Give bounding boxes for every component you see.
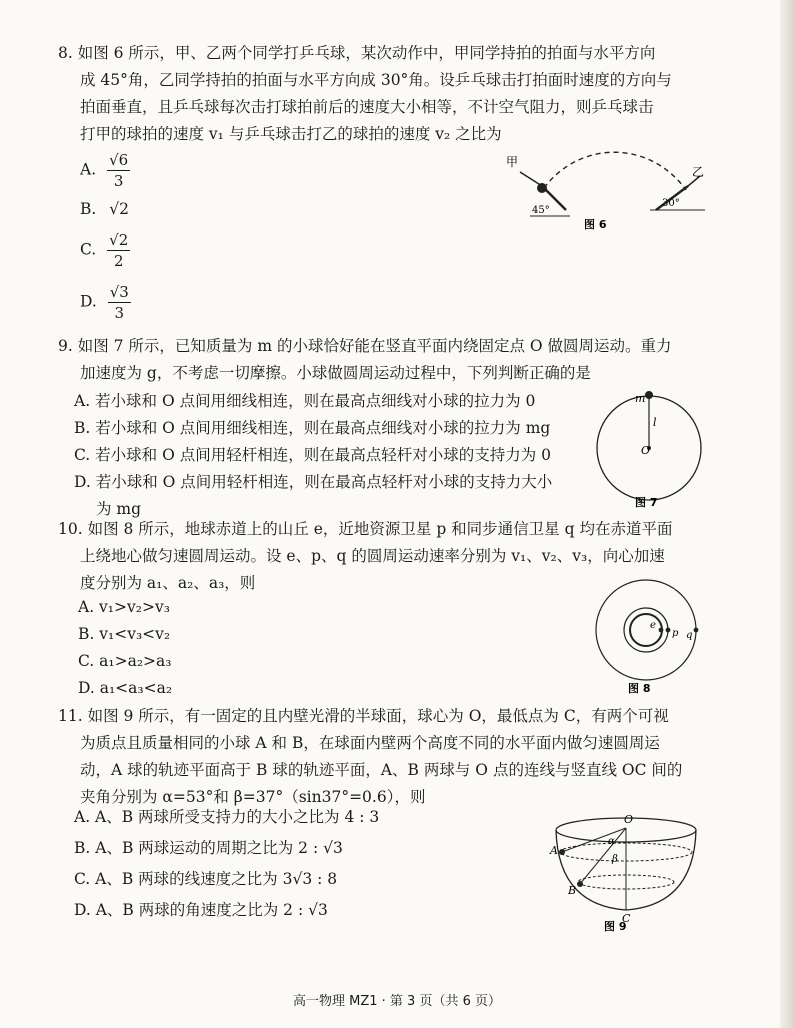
sync-orbit bbox=[596, 580, 696, 680]
question-9 bbox=[58, 333, 708, 387]
q10-option-b[interactable]: B. v₁<v₃<v₂ bbox=[78, 625, 171, 643]
ball-b bbox=[577, 881, 583, 887]
q11-stem-line-2: 为质点且质量相同的小球 A 和 B，在球面内壁两个高度不同的水平面内做匀速圆周运 bbox=[80, 734, 660, 752]
label-q: q bbox=[686, 630, 693, 641]
q10-stem-line-2: 上绕地心做匀速圆周运动。设 e、p、q 的圆周运动速率分别为 v₁、v₂、v₃，向心加速 bbox=[80, 547, 665, 565]
mass-label: m bbox=[635, 392, 646, 405]
q9-options bbox=[74, 388, 614, 523]
q9-option-c[interactable]: C. 若小球和 O 点间用轻杆相连，则在最高点轻杆对小球的支持力为 0 bbox=[74, 446, 552, 464]
figure-6 bbox=[500, 150, 710, 235]
option-letter: D. bbox=[80, 292, 97, 311]
length-label: l bbox=[653, 416, 657, 429]
label-b: B bbox=[568, 884, 577, 897]
label-e: e bbox=[650, 620, 656, 631]
q10-option-a[interactable]: A. v₁>v₂>v₃ bbox=[78, 598, 170, 616]
page-edge bbox=[780, 0, 794, 1028]
q11-stem-line-4: 夹角分别为 α=53°和 β=37°（sin37°=0.6），则 bbox=[80, 788, 426, 806]
figure-label: 图 6 bbox=[584, 218, 607, 231]
numerator: √2 bbox=[109, 231, 129, 249]
question-11 bbox=[58, 703, 708, 811]
fraction bbox=[108, 282, 131, 323]
numerator: √6 bbox=[109, 151, 129, 169]
left-handle bbox=[520, 172, 542, 186]
q9-option-b[interactable]: B. 若小球和 O 点间用细线相连，则在最高点细线对小球的拉力为 mg bbox=[74, 419, 551, 437]
denominator: 3 bbox=[114, 304, 125, 322]
option-letter: A. bbox=[80, 160, 97, 179]
option-letter: C. bbox=[80, 240, 97, 259]
left-player-label: 甲 bbox=[506, 155, 519, 169]
figure-8 bbox=[588, 578, 708, 696]
label-alpha: α bbox=[608, 836, 615, 847]
question-8 bbox=[58, 40, 708, 148]
q8-option-d[interactable] bbox=[80, 282, 131, 323]
option-letter: B. bbox=[80, 200, 97, 218]
figure-label: 图 9 bbox=[604, 920, 627, 932]
small-ball bbox=[645, 391, 653, 399]
label-a: A bbox=[550, 844, 558, 857]
figure-label: 图 8 bbox=[628, 682, 651, 695]
label-p: p bbox=[672, 628, 679, 639]
q9-stem-line-2: 加速度为 g，不考虑一切摩擦。小球做圆周运动过程中，下列判断正确的是 bbox=[80, 364, 591, 382]
right-angle-label: 30° bbox=[662, 198, 680, 209]
q11-stem-line-3: 动，A 球的轨迹平面高于 B 球的轨迹平面，A、B 两球与 O 点的连线与竖直线 OC 间的 bbox=[80, 761, 683, 779]
left-angle-label: 45° bbox=[532, 205, 550, 216]
q11-option-a[interactable]: A. A、B 两球所受支持力的大小之比为 4 : 3 bbox=[74, 808, 380, 826]
point-p bbox=[666, 628, 671, 633]
q8-option-c[interactable] bbox=[80, 230, 130, 271]
option-value: √2 bbox=[109, 200, 130, 218]
point-e bbox=[659, 628, 664, 633]
q8-stem-line-2: 成 45°角，乙同学持拍的拍面与水平方向成 30°角。设乒乓球击打拍面时速度的方向与 bbox=[80, 71, 672, 89]
q10-stem-line-1: 10. 如图 8 所示，地球赤道上的山丘 e，近地资源卫星 p 和同步通信卫星 q 均在赤道平面 bbox=[58, 520, 673, 538]
q10-stem-line-3: 度分别为 a₁、a₂、a₃，则 bbox=[80, 574, 256, 592]
label-c: C bbox=[622, 912, 631, 925]
q11-stem-line-1: 11. 如图 9 所示，有一固定的且内壁光滑的半球面，球心为 O，最低点为 C，有两个可视 bbox=[58, 707, 669, 725]
q9-option-d[interactable]: D. 若小球和 O 点间用轻杆相连，则在最高点轻杆对小球的支持力大小 bbox=[74, 473, 553, 491]
q10-options bbox=[78, 594, 378, 702]
page-footer: 高一物理 MZ1 · 第 3 页（共 6 页） bbox=[293, 994, 501, 1009]
q11-option-c[interactable]: C. A、B 两球的线速度之比为 3√3 : 8 bbox=[74, 870, 338, 888]
label-o: O bbox=[624, 813, 634, 826]
q11-option-d[interactable]: D. A、B 两球的角速度之比为 2 : √3 bbox=[74, 901, 328, 919]
q11-options bbox=[74, 802, 544, 926]
fraction bbox=[107, 230, 130, 271]
q8-stem-line-1: 8. 如图 6 所示，甲、乙两个同学打乒乓球，某次动作中，甲同学持拍的拍面与水平方向 bbox=[58, 44, 656, 62]
ball bbox=[537, 183, 547, 193]
q8-stem-line-3: 拍面垂直，且乒乓球每次击打球拍前后的速度大小相等，不计空气阻力，则乒乓球击 bbox=[80, 98, 654, 116]
center-label: O bbox=[641, 444, 651, 457]
ball-trajectory bbox=[544, 152, 686, 190]
figure-9 bbox=[548, 810, 708, 932]
q8-option-b[interactable] bbox=[80, 200, 129, 218]
figure-label: 图 7 bbox=[635, 496, 658, 509]
ball-a bbox=[559, 849, 565, 855]
q11-option-b[interactable]: B. A、B 两球运动的周期之比为 2 : √3 bbox=[74, 839, 343, 857]
denominator: 3 bbox=[113, 172, 124, 190]
q8-stem-line-4: 打甲的球拍的速度 v₁ 与乒乓球击打乙的球拍的速度 v₂ 之比为 bbox=[80, 125, 502, 143]
figure-7 bbox=[595, 386, 710, 511]
q8-option-a[interactable] bbox=[80, 150, 130, 191]
numerator: √3 bbox=[109, 283, 129, 301]
q9-stem-line-1: 9. 如图 7 所示，已知质量为 m 的小球恰好能在竖直平面内绕固定点 O 做圆周运动。重力 bbox=[58, 337, 672, 355]
fraction bbox=[107, 150, 130, 191]
q10-option-c[interactable]: C. a₁>a₂>a₃ bbox=[78, 652, 172, 670]
earth bbox=[630, 614, 662, 646]
q9-option-d-cont: 为 mg bbox=[96, 500, 142, 518]
q10-option-d[interactable]: D. a₁<a₃<a₂ bbox=[78, 679, 173, 697]
q9-option-a[interactable]: A. 若小球和 O 点间用细线相连，则在最高点细线对小球的拉力为 0 bbox=[74, 392, 536, 410]
denominator: 2 bbox=[113, 252, 124, 270]
label-beta: β bbox=[612, 854, 618, 865]
point-q bbox=[694, 628, 699, 633]
right-player-label: 乙 bbox=[692, 165, 705, 179]
